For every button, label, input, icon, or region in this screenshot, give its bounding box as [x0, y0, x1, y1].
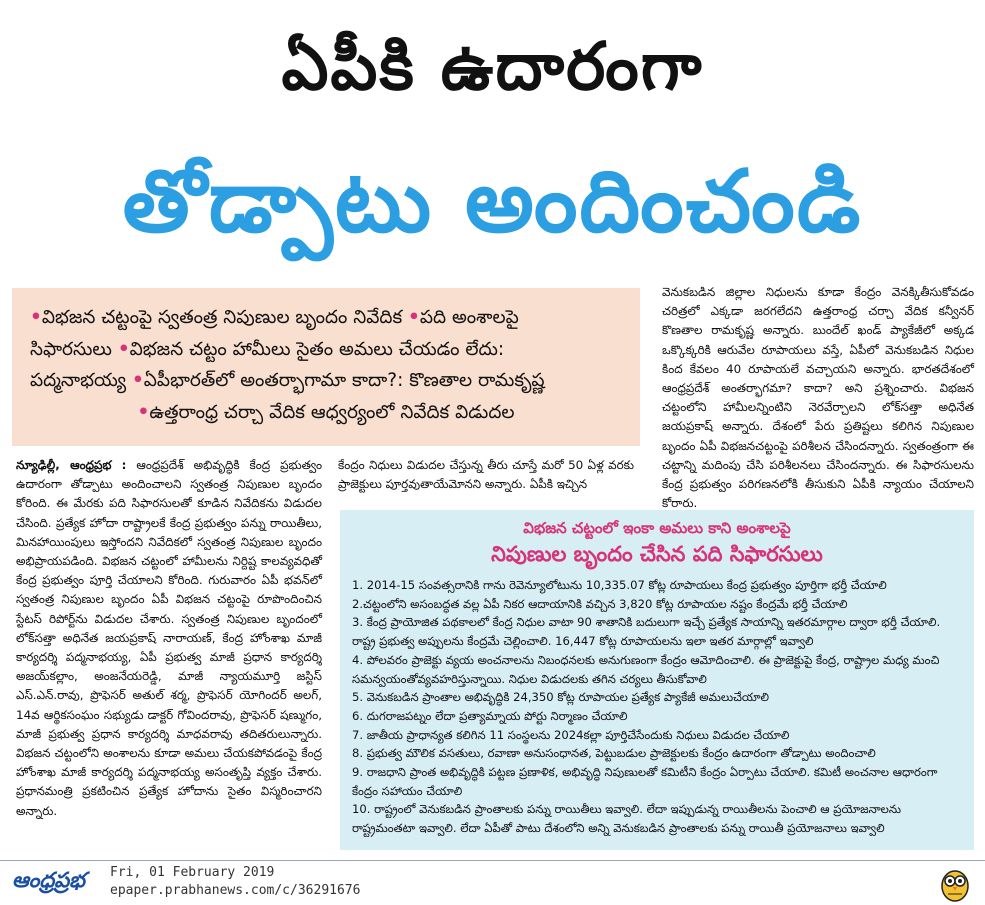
highlight-text: పద్మనాభయ్య — [30, 370, 127, 391]
recommendation-item: 2.చట్టంలోని అసంబద్ధత వల్ల ఏపీ నికర ఆదాయానికి వచ్చిన 3,820 కోట్ల రూపాయల నష్టం కేంద్రమే భర్తీ చేయాలి — [352, 596, 848, 611]
bullet-icon: • — [137, 401, 150, 423]
footer-meta — [110, 864, 360, 900]
article-column-1 — [16, 456, 322, 821]
highlights-box — [12, 288, 640, 446]
recommendation-item: 1. 2014-15 సంవత్సరానికి గాను రెవెన్యూలోటును 10,335.07 కోట్ల రూపాయలు కేంద్ర ప్రభుత్వం పూర్తిగా భర్తీ చేయాలి — [352, 578, 887, 592]
publication-date: Fri, 01 February 2019 — [110, 865, 275, 880]
highlight-text: విభజన చట్టంపై స్వతంత్ర నిపుణుల బృందం నివేదిక — [41, 307, 403, 328]
highlight-text: ఏపీభారత్‌లో అంతర్భాగామా కాదా?: కొణతాల రామకృష్ణ — [143, 370, 545, 391]
bullet-icon: • — [408, 307, 420, 328]
bullet-icon: • — [30, 307, 42, 328]
highlight-text: విభజన చట్టం హామీలు సైతం అమలు చేయడం లేదు: — [129, 338, 505, 360]
highlight-text: ఉత్తరాంధ్ర చర్చా వేదిక ఆధ్వర్యంలో నివేదిక విడుదల — [149, 401, 515, 423]
article-column-2 — [338, 456, 634, 494]
highlight-line — [30, 365, 622, 397]
highlight-line — [30, 302, 622, 334]
recommendations-box — [340, 510, 974, 850]
recommendation-item: 5. వెనుకబడిన ప్రాంతాల అభివృద్ధికి 24,350 కోట్ల రూపాయల ప్రత్యేక ప్యాకేజీ అమలుచేయాలి — [352, 690, 770, 705]
recommendations-kicker: విభజన చట్టంలో ఇంకా అమలు కాని అంశాలపై — [523, 519, 791, 537]
recommendations-title: నిపుణుల బృందం చేసిన పది సిఫారసులు — [491, 542, 823, 566]
dateline: న్యూఢిల్లీ, ఆంధ్రప్రభ : — [16, 458, 127, 472]
recommendation-item: 6. దుగరాజపట్నం లేదా ప్రత్యామ్నాయ పోర్టు నిర్మాణం చేయాలి — [352, 708, 628, 723]
headline-line-2: తోడ్పాటు అందించండి — [122, 152, 863, 252]
article-column-3 — [662, 283, 974, 513]
bullet-icon: • — [131, 370, 144, 391]
epaper-url[interactable]: epaper.prabhanews.com/c/36291676 — [110, 883, 361, 898]
recommendation-item: 10. రాష్ట్రంలో వెనుకబడిన ప్రాంతాలకు పన్ను రాయితీలు ఇవ్వాలి. లేదా ఇప్పుడున్న రాయితీలను పెంచాలి ఆ ప్రయోజనాలను రాష్ట్రమంతటా ఇవ్వాలి. లేదా ఏపీతో పాటు దేశంలోని అన్ని వెనుకబడిన ప్రాంతాలకు పన్ను రాయితీ ప్రయోజనాలు ఇవ్వాలి — [352, 802, 902, 836]
highlight-line — [30, 397, 622, 429]
highlight-line — [30, 334, 622, 366]
article-body-2: కేంద్రం నిధులు విడుదల చేస్తున్న తీరు చూస్తే మరో 50 ఏళ్ల వరకు ప్రాజెక్టులు పూర్తవుతాయేమోనని అన్నారు. ఏపీకి ఇచ్చిన — [338, 458, 634, 492]
article-body-3: వెనుకబడిన జిల్లాల నిధులను కూడా కేంద్రం వెనక్కితీసుకోవడం చరిత్రలో ఎక్కడా జరగలేదని ఉత్తరాంధ్ర చర్చా వేదిక కన్వీనర్ కొణతాల రామకృష్ణ అన్నారు. బుందేల్ ఖండ్ ప్యాకేజీలో అక్కడ ఒక్కొక్కరికి ఆరువేల రూపాయలు వస్తే, ఏపీలో వెనుకబడిన నిధుల కింద కేవలం 40 రూపాయలే వచ్చాయని అన్నారు. భారతదేశంలో ఆంధ్రప్రదేశ్ అంతర్భాగమా? కాదా? అని ప్రశ్నించారు. విభజన చట్టంలోని హామీలన్నింటిని నెరవేర్చాలని లోక్‌సత్తా అధినేత జయప్రకాష్ అన్నారు. దేశంలో పేరు ప్రతిష్టలు కలిగిన నిపుణుల బృందం ఏపీ విభజనచట్టంపై పరిశీలన చేసిందన్నారు. స్వతంత్రంగా ఈ చట్టాన్ని మదింపు చేసి పరిశీలనలు చేసిందన్నారు. ఈ సిఫారసులను కేంద్ర ప్రభుత్వం పరిగణనలోకి తీసుకుని ఏపీకి న్యాయం చేయాలని కోరారు. — [662, 285, 974, 511]
highlight-text: పది అంశాలపై — [419, 307, 519, 328]
owl-icon[interactable] — [940, 866, 970, 902]
recommendation-item: 3. కేంద్ర ప్రాయోజిత పథకాలలో కేంద్ర నిధుల వాటా 90 శాతానికి బదులుగా ఇచ్చే ప్రత్యేక సాయాన్ని ఇతరమార్గాల ద్వారా భర్తీ చేయాలి. రాష్ట్ర ప్రభుత్వ అప్పులను కేంద్రమే చెల్లించాలి. 16,447 కోట్ల రూపాయలను ఇలా ఇతర మార్గాల్లో ఇవ్వాలి — [352, 615, 941, 649]
article-body-1: ఆంధ్రప్రదేశ్ అభివృద్ధికి కేంద్ర ప్రభుత్వం ఉదారంగా తోడ్పాటు అందించాలని స్వతంత్ర నిపుణుల బృందం కోరింది. ఈ మేరకు పది సిఫారసులతో కూడిన నివేదికను విడుదల చేసింది. ప్రత్యేక హోదా రాష్ట్రాలకే కేంద్ర ప్రభుత్వం పన్ను రాయితీలు, మినహాయింపులు ఇస్తోందని నివేదికలో స్వతంత్ర నిపుణుల బృందం అభిప్రాయపడింది. విభజన చట్టంలో హామీలను నిర్దిష్ట కాలవ్యవధితో కేంద్ర ప్రభుత్వం పూర్తి చేయాలని కోరింది. గురువారం ఏపీ భవన్‌లో స్వతంత్ర నిపుణుల బృందం ఏపీ విభజన చట్టంపై రూపొందించిన స్టేటస్ రిపోర్ట్‌ను విడుదల చేశారు. స్వతంత్ర నిపుణుల బృందంలో లోక్‌సత్తా అధినేత జయప్రకాష్ నారాయణ్, కేంద్ర హోంశాఖ మాజీ కార్యదర్శి పద్మనాభయ్య, ఏపీ ప్రభుత్వ మాజీ ప్రధాన కార్యదర్శి అజయ్‌కల్లాం, అంజనేయరెడ్డి, మాజీ న్యాయమూర్తి జస్టిస్ ఎస్.ఎన్.రావు, ప్రొఫెసర్ అతుల్ శర్మ, ప్రొఫెసర్ యోగిందర్ అలగ్, 14వ ఆర్థికసంఘం సభ్యుడు డాక్టర్ గోవిందరావు, ప్రొఫెసర్ షణ్ముగం, మాజీ ప్రభుత్వ ప్రధాన కార్యదర్శి మాధవరావు తదితరులున్నారు. విభజన చట్టంలోని అంశాలను కూడా అమలు చేయకపోవడంపై కేంద్ర హోంశాఖ మాజీ కార్యదర్శి పద్మనాభయ్య అసంతృప్తి వ్యక్తం చేశారు. ప్రధానమంత్రి ప్రకటించిన ప్రత్యేక హోదాను సైతం విస్మరించారని అన్నారు. — [16, 458, 322, 818]
publication-logo[interactable]: ఆంధ్రప్రభ — [12, 868, 85, 892]
recommendation-item: 7. జాతీయ ప్రాధాన్యత కలిగిన 11 సంస్థలను 2024కల్లా పూర్తిచేసేందుకు నిధులు విడుదల చేయాలి — [352, 727, 790, 742]
bullet-icon: • — [117, 338, 130, 360]
footer-divider — [0, 860, 985, 861]
recommendation-item: 8. ప్రభుత్వ మౌలిక వసతులు, రవాణా అనుసంధానత, పెట్టుబడుల ప్రాజెక్టులకు కేంద్రం ఉదారంగా తోడ్పాటు అందించాలి — [352, 746, 876, 761]
recommendation-item: 9. రాజధాని ప్రాంత అభివృద్ధికి పట్టణ ప్రణాళిక, అభివృద్ధి నిపుణులతో కమిటీని కేంద్రం ఏర్పాటు చేయాలి. కమిటీ అంచనాల ఆధారంగా కేంద్రం సహాయం చేయాలి — [352, 765, 938, 798]
headline-line-1: ఏపీకి ఉదారంగా — [281, 28, 704, 105]
highlight-text: సిఫారసులు — [30, 338, 112, 360]
recommendation-item: 4. పోలవరం ప్రాజెక్టు వ్యయ అంచనాలను నిబంధనలకు అనుగుణంగా కేంద్రం ఆమోదించాలి. ఈ ప్రాజెక్టుపై కేంద్ర, రాష్ట్రాల మధ్య మంచి సమన్వయంతోవ్యవహరిస్తున్నాయి. నిధుల విడుదలకు తగిన చర్యలు తీసుకోవాలి — [352, 652, 940, 686]
